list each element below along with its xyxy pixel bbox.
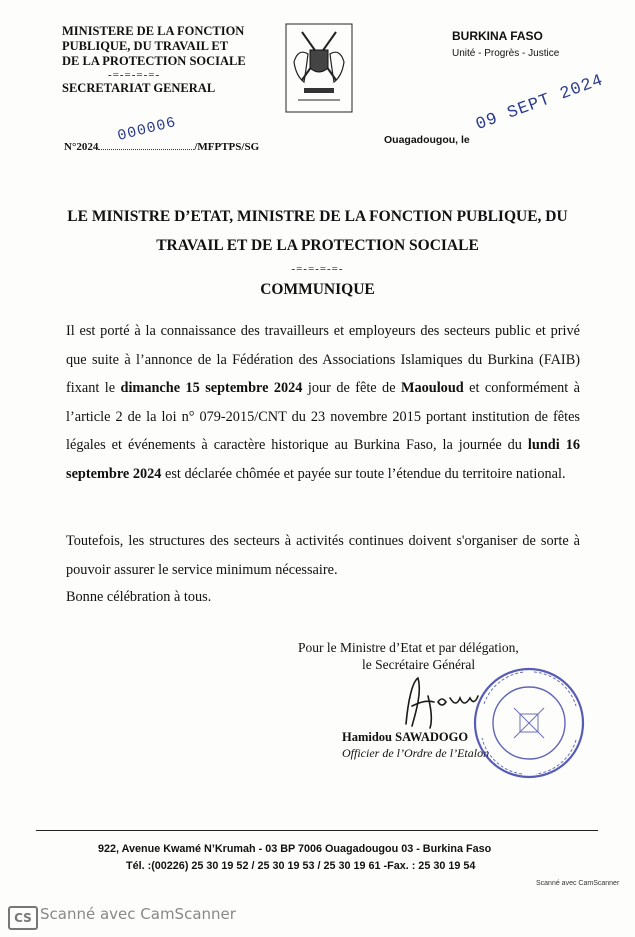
ministry-line-2: PUBLIQUE, DU TRAVAIL ET bbox=[62, 39, 229, 53]
camscanner-logo-icon: CS bbox=[8, 906, 38, 930]
reference-number bbox=[64, 139, 259, 153]
camscanner-watermark-text: Scanné avec CamScanner bbox=[40, 905, 236, 923]
p1-text-c: jour de fête de bbox=[302, 380, 401, 396]
ministry-line-1: MINISTERE DE LA FONCTION bbox=[62, 24, 245, 38]
p1-sunday-date: dimanche 15 septembre 2024 bbox=[120, 380, 303, 396]
communique-heading: COMMUNIQUE bbox=[260, 281, 375, 298]
footer-phones: Tél. :(00226) 25 30 19 52 / 25 30 19 53 / 25 30 19 61 -Fax. : 25 30 19 54 bbox=[126, 860, 476, 872]
footer-address: 922, Avenue Kwamé N’Krumah - 03 BP 7006 Ouagadougou 03 - Burkina Faso bbox=[98, 843, 492, 855]
p1-holiday-name: Maouloud bbox=[400, 380, 464, 396]
secretary-general-label: le Secrétaire Général bbox=[362, 657, 476, 672]
ministry-line-3: DE LA PROTECTION SOCIALE bbox=[62, 54, 246, 68]
stamped-reference-number: 000006 bbox=[115, 113, 179, 145]
reference-prefix: N°2024 bbox=[64, 141, 99, 153]
secretariat-label: SECRETARIAT GENERAL bbox=[62, 81, 216, 95]
paragraph-minimum-service: Toutefois, les structures des secteurs à activités continues doivent s'organiser de sorte à pouvoir assurer le service minimum nécessaire. bbox=[66, 533, 580, 578]
reference-suffix: /MFPTPS/SG bbox=[194, 141, 260, 153]
coat-of-arms-icon bbox=[284, 22, 354, 114]
document-title bbox=[30, 202, 605, 260]
p1-monday-date: lundi 16 septembre 2024 bbox=[66, 437, 580, 482]
official-seal-icon bbox=[470, 664, 588, 782]
delegation-line: Pour le Ministre d’Etat et par délégation, bbox=[298, 640, 519, 655]
paragraph-announcement bbox=[66, 317, 580, 488]
footer-divider bbox=[36, 830, 598, 831]
stamped-date: 09 SEPT 2024 bbox=[473, 71, 607, 135]
title-separator: -=-=-=-=- bbox=[291, 263, 344, 275]
ministry-header bbox=[62, 24, 246, 69]
title-line-2: TRAVAIL ET DE LA PROTECTION SOCIALE bbox=[156, 237, 479, 254]
p1-text-e: et conformément à l’article 2 de la loi n° 079-2015/CNT du 23 novembre 2015 portant institution de fêtes légales et événements à caractère historique au Burkina Faso, la journée du bbox=[66, 380, 580, 453]
p1-text-g: est déclarée chômée et payée sur toute l’étendue du territoire national. bbox=[161, 465, 566, 482]
scan-note-small: Scanné avec CamScanner bbox=[536, 880, 620, 887]
country-name: BURKINA FASO bbox=[452, 29, 543, 43]
signatory-title: Officier de l’Ordre de l’Etalon bbox=[342, 746, 490, 760]
national-motto: Unité - Progrès - Justice bbox=[452, 48, 560, 59]
signatory-name: Hamidou SAWADOGO bbox=[342, 730, 469, 744]
header-separator: -=-=-=-=- bbox=[108, 69, 161, 81]
p1-text-a: Il est porté à la connaissance des travailleurs et employeurs des secteurs public et privé que suite à l’annonce de la Fédération des Associations Islamiques du Burkina (FAIB) fixant le bbox=[66, 323, 580, 396]
place-label: Ouagadougou, le bbox=[384, 134, 470, 146]
paragraph-closing: Bonne célébration à tous. bbox=[66, 589, 212, 605]
title-line-1: LE MINISTRE D’ETAT, MINISTRE DE LA FONCTION PUBLIQUE, DU bbox=[67, 208, 568, 225]
reference-blank bbox=[98, 139, 194, 150]
